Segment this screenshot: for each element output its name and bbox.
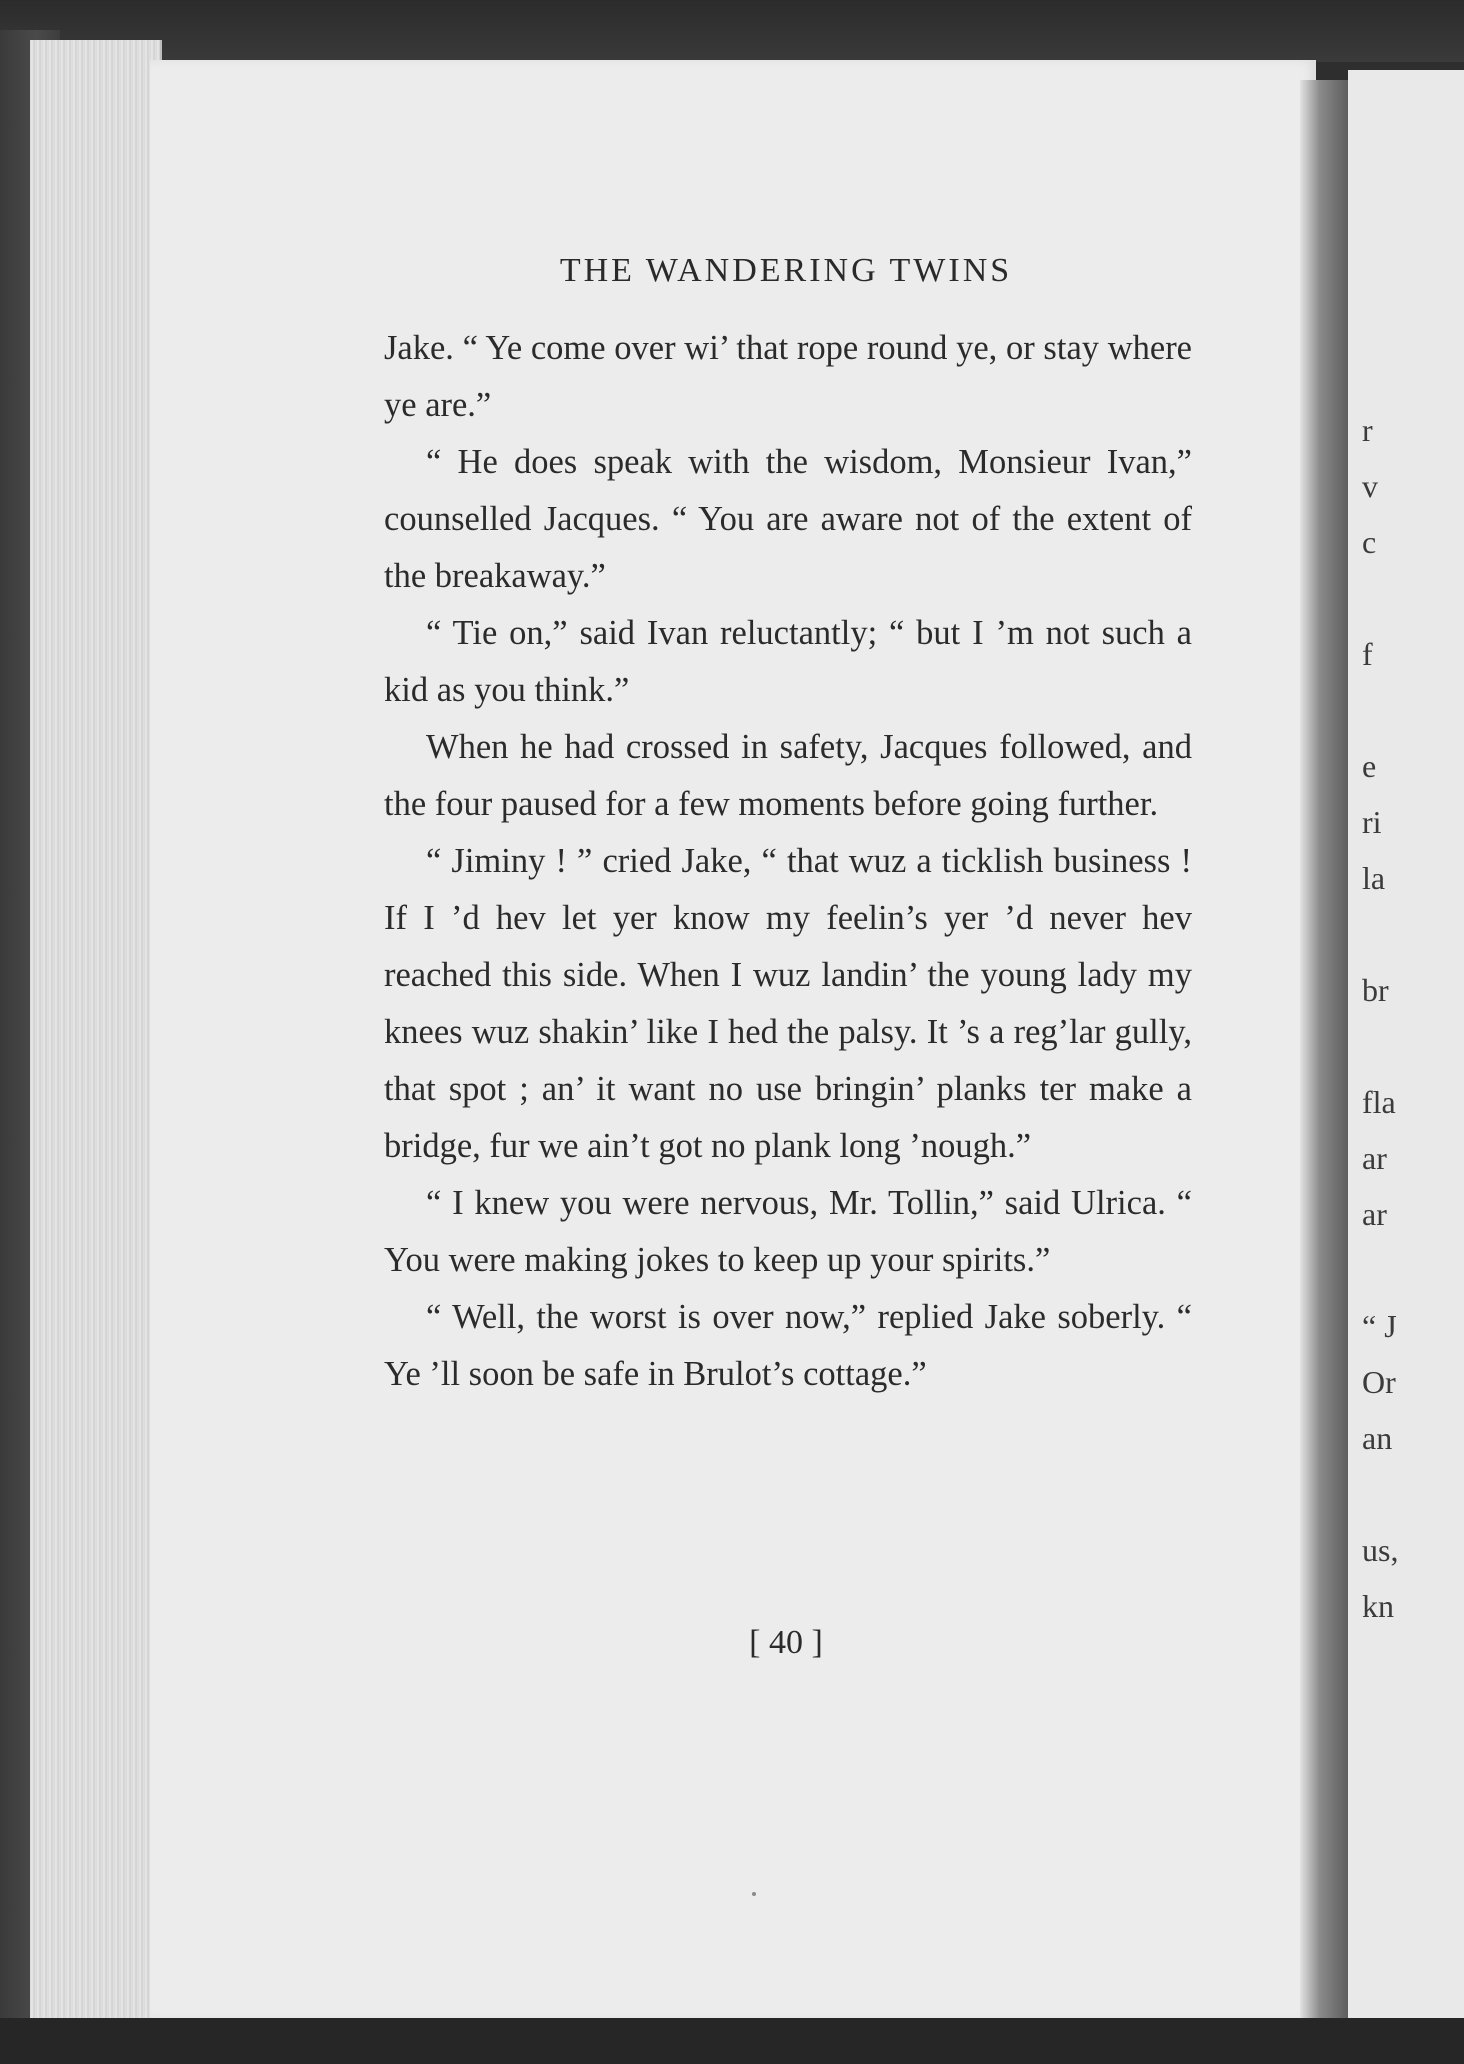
paragraph: Jake. “ Ye come over wi’ that rope round ye, or stay where ye are.”: [384, 329, 1192, 424]
facing-page-fragment: fla: [1362, 1084, 1396, 1120]
book-gutter: [1300, 80, 1350, 2020]
facing-page-fragment: ar: [1362, 1140, 1387, 1176]
paragraph: “ Well, the worst is over now,” replied Jake soberly. “ Ye ’ll soon be safe in Brulot’s cottage.”: [384, 1298, 1192, 1393]
facing-page-fragment: an: [1362, 1420, 1393, 1456]
background-bottom: [0, 2018, 1464, 2064]
running-head: THE WANDERING TWINS: [559, 252, 1013, 289]
facing-page: [1348, 70, 1464, 2030]
paper-speck: [752, 1892, 756, 1896]
facing-page-fragment: ri: [1362, 804, 1382, 840]
facing-page-fragment: f: [1362, 636, 1373, 672]
paragraph: “ Jiminy ! ” cried Jake, “ that wuz a ticklish business ! If I ’d hev let yer know my feelin’s yer ’d never hev reached this side. When I wuz landin’ the young lady my knees wuz shakin’ like I hed the palsy. It ’s a reg’lar gully, that spot ; an’ it want no use bringin’ planks ter make a bridge, fur we ain’t got no plank long ’nough.”: [384, 842, 1192, 1165]
facing-page-fragment: la: [1362, 860, 1386, 896]
facing-page-fragment: r: [1362, 412, 1373, 448]
page-stack-edge: [30, 40, 162, 2020]
facing-page-fragment: ar: [1362, 1196, 1387, 1232]
facing-page-fragment: kn: [1362, 1588, 1394, 1624]
facing-page-fragment: e: [1362, 748, 1377, 784]
facing-page-fragment: Or: [1362, 1364, 1396, 1400]
paragraph: “ He does speak with the wisdom, Monsieur Ivan,” counselled Jacques. “ You are aware not of the extent of the breakaway.”: [384, 443, 1192, 595]
facing-page-fragment: us,: [1362, 1532, 1399, 1568]
paragraph: When he had crossed in safety, Jacques followed, and the four paused for a few moments before going further.: [384, 728, 1192, 823]
paragraph: “ I knew you were nervous, Mr. Tollin,” said Ulrica. “ You were making jokes to keep up your spirits.”: [384, 1184, 1192, 1279]
body-text: [384, 320, 1192, 1403]
page-number: [ 40 ]: [749, 1624, 823, 1661]
facing-page-fragment: v: [1362, 468, 1378, 504]
facing-page-fragment: c: [1362, 524, 1377, 560]
facing-page-fragment: br: [1362, 972, 1389, 1008]
background-top: [0, 0, 1464, 62]
facing-page-fragment: “ J: [1362, 1308, 1397, 1344]
paragraph: “ Tie on,” said Ivan reluctantly; “ but I ’m not such a kid as you think.”: [384, 614, 1192, 709]
